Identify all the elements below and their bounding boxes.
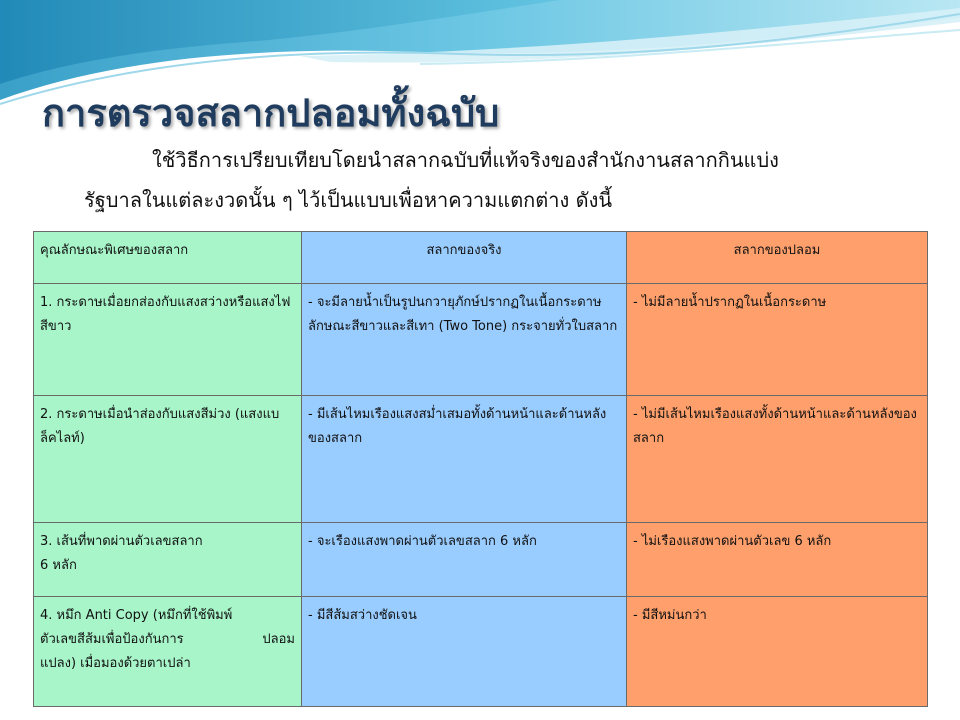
fake-cell: - มีสีหม่นกว่า bbox=[627, 597, 928, 707]
table-row bbox=[34, 396, 928, 523]
fake-cell: - ไม่เรืองแสงพาดผ่านตัวเลข 6 หลัก bbox=[627, 523, 928, 597]
intro-line-1: ใช้วิธีการเปรียบเทียบโดยนำสลากฉบับที่แท้จริงของสำนักงานสลากกินแบ่ง bbox=[152, 148, 779, 172]
intro-line-2: รัฐบาลในแต่ละงวดนั้น ๆ ไว้เป็นแบบเพื่อหาความแตกต่าง ดังนี้ bbox=[84, 188, 613, 212]
feature-cell bbox=[34, 597, 302, 707]
table-row bbox=[34, 597, 928, 707]
feature-cell bbox=[34, 523, 302, 597]
feature-line: 3. เส้นที่พาดผ่านตัวเลขสลาก bbox=[40, 534, 203, 549]
feature-cell: 2. กระดาษเมื่อนำส่องกับแสงสีม่วง (แสงแบล็คไลท์) bbox=[34, 396, 302, 523]
header-feature: คุณลักษณะพิเศษของสลาก bbox=[34, 232, 302, 284]
intro-paragraph bbox=[60, 140, 940, 220]
table-row bbox=[34, 523, 928, 597]
genuine-cell: - มีสีส้มสว่างชัดเจน bbox=[302, 597, 627, 707]
feature-line: ตัวเลขสีส้มเพื่อป้องกันการ ปลอม bbox=[40, 632, 295, 647]
comparison-table bbox=[33, 231, 928, 707]
feature-cell: 1. กระดาษเมื่อยกส่องกับแสงสว่างหรือแสงไฟสีขาว bbox=[34, 284, 302, 396]
genuine-cell: - มีเส้นไหมเรืองแสงสม่ำเสมอทั้งด้านหน้าและด้านหลังของสลาก bbox=[302, 396, 627, 523]
genuine-cell: - จะมีลายน้ำเป็นรูปนกวายุภักษ์ปรากฏในเนื้อกระดาษ ลักษณะสีขาวและสีเทา (Two Tone) กระจายทั่วใบสลาก bbox=[302, 284, 627, 396]
table-row bbox=[34, 284, 928, 396]
feature-line: 4. หมึก Anti Copy (หมึกที่ใช้พิมพ์ bbox=[40, 608, 233, 623]
header-fake: สลากของปลอม bbox=[627, 232, 928, 284]
feature-line: 6 หลัก bbox=[40, 558, 77, 573]
slide-title: การตรวจสลากปลอมทั้งฉบับ bbox=[42, 91, 500, 135]
feature-line: แปลง) เมื่อมองด้วยตาเปล่า bbox=[40, 656, 191, 671]
fake-cell: - ไม่มีเส้นไหมเรืองแสงทั้งด้านหน้าและด้านหลังของสลาก bbox=[627, 396, 928, 523]
genuine-cell: - จะเรืองแสงพาดผ่านตัวเลขสลาก 6 หลัก bbox=[302, 523, 627, 597]
table-header-row bbox=[34, 232, 928, 284]
header-genuine: สลากของจริง bbox=[302, 232, 627, 284]
fake-cell: - ไม่มีลายน้ำปรากฏในเนื้อกระดาษ bbox=[627, 284, 928, 396]
